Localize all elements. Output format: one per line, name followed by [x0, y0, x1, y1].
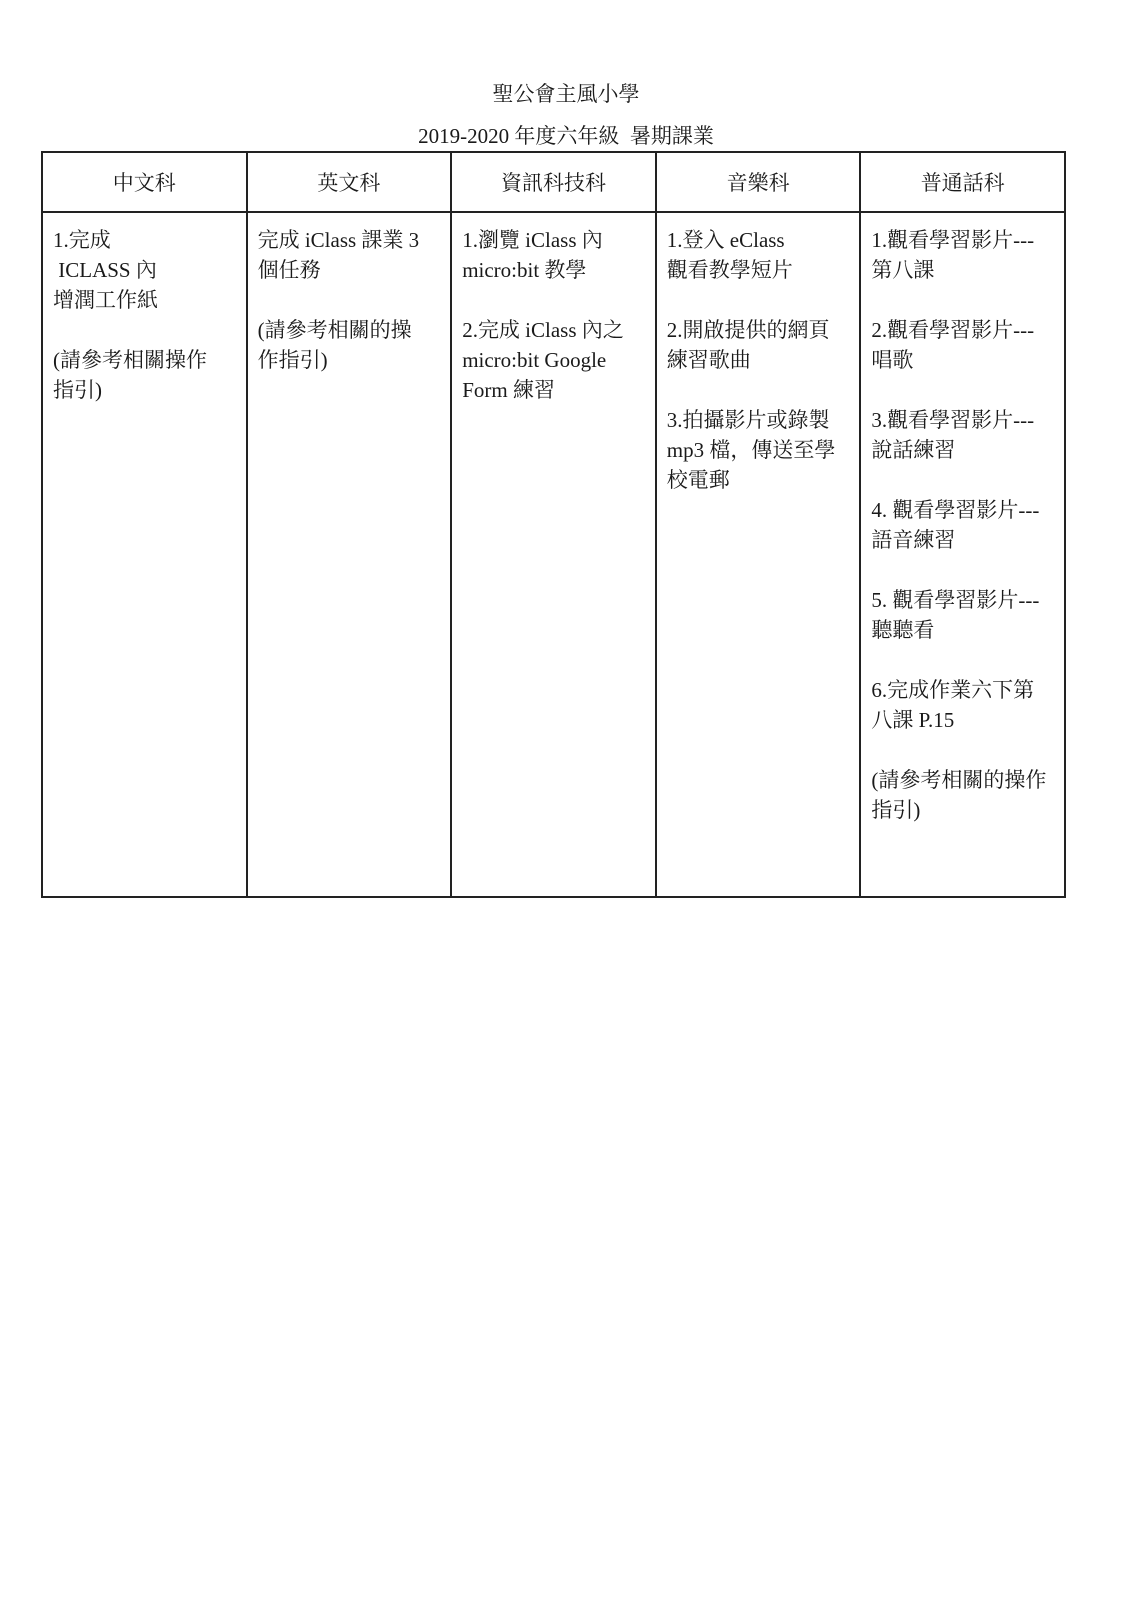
task-line: mp3 檔，傳送至學: [666, 438, 836, 462]
paragraph-gap: [53, 315, 239, 345]
paragraph-gap: [871, 465, 1057, 495]
task-line: 1.觀看學習影片---: [871, 228, 1035, 252]
header-row: [42, 152, 1065, 212]
column-header-putonghua: 普通話科: [860, 152, 1065, 212]
school-name: 聖公會主風小學: [492, 82, 640, 106]
english-tasks-cell: [247, 212, 452, 897]
task-line: 作指引): [257, 348, 328, 372]
task-line: 練習歌曲: [666, 348, 751, 372]
column-header-chinese: 中文科: [42, 152, 247, 212]
task-line: 2.開啟提供的網頁: [666, 318, 830, 342]
task-line: 個任務: [257, 258, 321, 282]
column-header-it: 資訊科技科: [451, 152, 656, 212]
task-line: (請參考相關的操: [257, 318, 412, 342]
task-line: 指引): [53, 378, 102, 402]
paragraph-gap: [871, 555, 1057, 585]
task-line: 1.完成: [53, 228, 111, 252]
putonghua-tasks-cell: [860, 212, 1065, 897]
task-line: 指引): [871, 798, 921, 822]
task-line: Form 練習: [462, 378, 555, 402]
task-line: 5. 觀看學習影片---: [871, 588, 1040, 612]
task-line: 6.完成作業六下第: [871, 678, 1035, 702]
task-line: 聽聽看: [871, 618, 935, 642]
task-line: (請參考相關操作: [53, 348, 207, 372]
paragraph-gap: [871, 735, 1057, 765]
paragraph-gap: [871, 285, 1057, 315]
task-line: 4. 觀看學習影片---: [871, 498, 1040, 522]
task-line: micro:bit 教學: [462, 258, 587, 282]
paragraph-gap: [258, 285, 444, 315]
task-line: 觀看教學短片: [666, 258, 793, 282]
music-tasks-cell: [656, 212, 861, 897]
paragraph-gap: [871, 375, 1057, 405]
paragraph-gap: [667, 375, 853, 405]
task-line: 完成 iClass 課業 3: [257, 228, 420, 252]
paragraph-gap: [871, 645, 1057, 675]
chinese-tasks-cell: [42, 212, 247, 897]
task-line: 1.瀏覽 iClass 內: [462, 228, 603, 252]
task-line: 3.拍攝影片或錄製: [666, 408, 830, 432]
tasks-row: [42, 212, 1065, 897]
column-header-music: 音樂科: [656, 152, 861, 212]
task-line: 說話練習: [871, 438, 956, 462]
task-line: 2.觀看學習影片---: [871, 318, 1035, 342]
column-header-english: 英文科: [247, 152, 452, 212]
task-line: 校電郵: [666, 468, 730, 492]
task-line: 3.觀看學習影片---: [871, 408, 1035, 432]
homework-table: [41, 151, 1066, 898]
document-subtitle: 2019-2020 年度六年級 暑期課業: [418, 124, 714, 148]
task-line: micro:bit Google: [462, 348, 607, 372]
task-line: 語音練習: [871, 528, 956, 552]
task-line: 增潤工作紙: [53, 288, 158, 312]
task-line: 唱歌: [871, 348, 914, 372]
paragraph-gap: [667, 285, 853, 315]
task-line: 1.登入 eClass: [666, 228, 785, 252]
task-line: 2.完成 iClass 內之: [462, 318, 624, 342]
task-line: 第八課: [871, 258, 935, 282]
task-line: (請參考相關的操作: [871, 768, 1047, 792]
it-tasks-cell: [451, 212, 656, 897]
paragraph-gap: [462, 285, 648, 315]
task-line: ICLASS 內: [53, 258, 157, 282]
task-line: 八課 P.15: [871, 708, 955, 732]
